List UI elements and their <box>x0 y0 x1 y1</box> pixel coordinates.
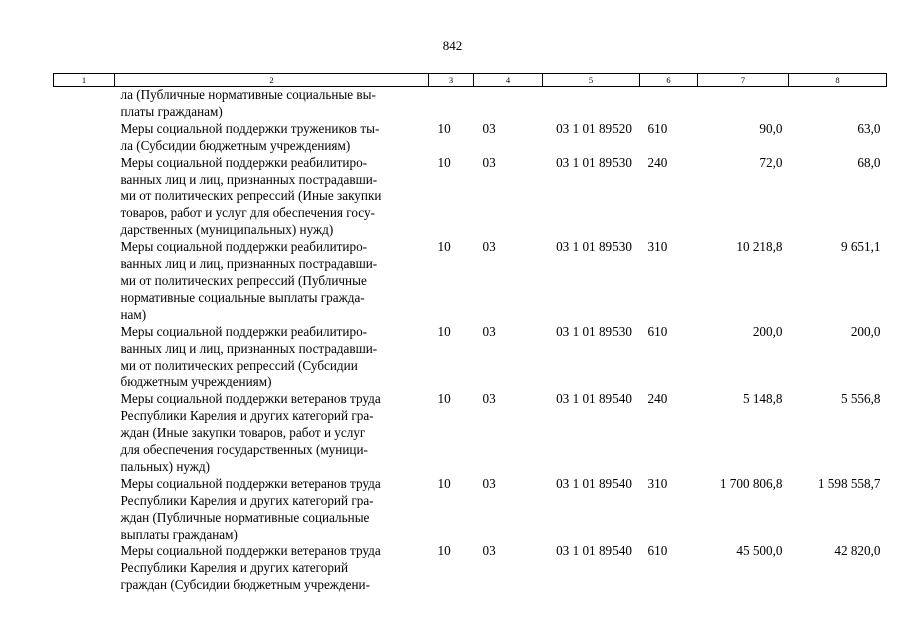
row-subsection-code: 03 <box>482 475 496 491</box>
row-expense-type: 310 <box>647 475 668 491</box>
description-line: Меры социальной поддержки ветеранов труда <box>120 543 381 559</box>
row-target-article: 03 1 01 89540 <box>556 543 632 559</box>
row-amount-col7: 10 218,8 <box>736 239 783 255</box>
description-line: Меры социальной поддержки тружеников ты- <box>120 120 380 136</box>
row-amount-col8: 42 820,0 <box>834 543 881 559</box>
row-expense-type: 240 <box>647 154 668 170</box>
row-description <box>115 155 429 240</box>
table-row <box>54 476 887 544</box>
row-amount-col8 <box>789 87 887 121</box>
description-line: бюджетным учреждениям) <box>120 374 272 390</box>
row-amount-col8: 200,0 <box>850 323 881 339</box>
row-col1-cell <box>54 155 115 240</box>
description-line: Меры социальной поддержки реабилитиро- <box>120 154 368 170</box>
table-row <box>54 121 887 155</box>
column-header-4: 4 <box>474 74 543 87</box>
description-line: ванных лиц и лиц, признанных пострадавши- <box>120 256 378 272</box>
description-line: Республики Карелия и других категорий гра- <box>120 408 374 424</box>
row-description <box>115 239 429 324</box>
row-col1-cell <box>54 239 115 324</box>
description-line: ми от политических репрессий (Публичные <box>120 272 367 288</box>
table-row <box>54 239 887 324</box>
column-header-6: 6 <box>640 74 698 87</box>
description-line: Меры социальной поддержки ветеранов труда <box>120 475 381 491</box>
description-line: для обеспечения государственных (муници- <box>120 442 368 458</box>
row-target-article <box>543 87 640 121</box>
description-line: граждан (Субсидии бюджетным учреждени- <box>120 577 370 593</box>
description-line: нормативные социальные выплаты гражда- <box>120 289 365 305</box>
column-header-row <box>54 74 887 87</box>
row-description <box>115 543 429 594</box>
row-target-article: 03 1 01 89530 <box>556 154 632 170</box>
column-header-1: 1 <box>54 74 115 87</box>
row-subsection-code <box>474 87 543 121</box>
description-line: нам) <box>120 306 147 322</box>
row-target-article: 03 1 01 89520 <box>556 120 632 136</box>
row-section-code: 10 <box>437 239 451 255</box>
row-col1-cell <box>54 121 115 155</box>
row-amount-col8: 9 651,1 <box>840 239 881 255</box>
row-expense-type: 240 <box>647 391 668 407</box>
column-header-7: 7 <box>698 74 789 87</box>
description-line: ванных лиц и лиц, признанных пострадавши- <box>120 340 378 356</box>
table-row <box>54 155 887 240</box>
row-col1-cell <box>54 87 115 121</box>
row-expense-type <box>640 87 698 121</box>
row-expense-type: 310 <box>647 239 668 255</box>
row-amount-col8: 68,0 <box>857 154 881 170</box>
description-line: выплаты гражданам) <box>120 526 238 542</box>
table-row <box>54 391 887 476</box>
row-amount-col8: 63,0 <box>857 120 881 136</box>
row-amount-col7: 72,0 <box>759 154 783 170</box>
description-line: пальных) нужд) <box>120 458 211 474</box>
description-line: платы гражданам) <box>120 103 223 119</box>
row-section-code <box>429 87 474 121</box>
row-subsection-code: 03 <box>482 543 496 559</box>
row-description <box>115 324 429 392</box>
page-number: 842 <box>442 38 463 53</box>
description-line: Меры социальной поддержки реабилитиро- <box>120 323 368 339</box>
description-line: ждан (Публичные нормативные социальные <box>120 509 370 525</box>
table-row <box>54 87 887 121</box>
row-description <box>115 87 429 121</box>
row-col1-cell <box>54 476 115 544</box>
budget-table <box>53 73 887 594</box>
row-target-article: 03 1 01 89540 <box>556 391 632 407</box>
row-amount-col7: 45 500,0 <box>736 543 783 559</box>
description-line: ла (Публичные нормативные социальные вы- <box>120 87 376 102</box>
row-amount-col8: 1 598 558,7 <box>817 475 881 491</box>
row-description <box>115 476 429 544</box>
description-line: ла (Субсидии бюджетным учреждениям) <box>120 137 351 153</box>
column-header-2: 2 <box>115 74 429 87</box>
column-header-5: 5 <box>543 74 640 87</box>
row-amount-col7: 200,0 <box>752 323 783 339</box>
row-target-article: 03 1 01 89530 <box>556 239 632 255</box>
row-section-code: 10 <box>437 543 451 559</box>
row-expense-type: 610 <box>647 543 668 559</box>
row-col1-cell <box>54 391 115 476</box>
table-row <box>54 324 887 392</box>
row-description <box>115 121 429 155</box>
description-line: Республики Карелия и других категорий <box>120 560 349 576</box>
description-line: ми от политических репрессий (Иные закупки <box>120 188 382 204</box>
row-amount-col8: 5 556,8 <box>840 391 881 407</box>
row-subsection-code: 03 <box>482 391 496 407</box>
row-amount-col7: 1 700 806,8 <box>719 475 783 491</box>
description-line: ждан (Иные закупки товаров, работ и услуг <box>120 425 366 441</box>
row-expense-type: 610 <box>647 120 668 136</box>
row-amount-col7: 90,0 <box>759 120 783 136</box>
row-section-code: 10 <box>437 475 451 491</box>
row-amount-col7 <box>698 87 789 121</box>
column-header-3: 3 <box>429 74 474 87</box>
description-line: товаров, работ и услуг для обеспечения госу- <box>120 205 375 221</box>
row-subsection-code: 03 <box>482 239 496 255</box>
row-subsection-code: 03 <box>482 154 496 170</box>
row-section-code: 10 <box>437 154 451 170</box>
column-header-8: 8 <box>789 74 887 87</box>
row-col1-cell <box>54 324 115 392</box>
row-section-code: 10 <box>437 120 451 136</box>
row-target-article: 03 1 01 89540 <box>556 475 632 491</box>
description-line: Меры социальной поддержки ветеранов труда <box>120 391 381 407</box>
table-body <box>54 87 887 595</box>
description-line: Республики Карелия и других категорий гра- <box>120 492 374 508</box>
row-subsection-code: 03 <box>482 120 496 136</box>
row-amount-col7: 5 148,8 <box>742 391 783 407</box>
row-section-code: 10 <box>437 323 451 339</box>
description-line: дарственных (муниципальных) нужд) <box>120 222 334 238</box>
row-description <box>115 391 429 476</box>
row-expense-type: 610 <box>647 323 668 339</box>
row-section-code: 10 <box>437 391 451 407</box>
description-line: ванных лиц и лиц, признанных пострадавши- <box>120 171 378 187</box>
row-target-article: 03 1 01 89530 <box>556 323 632 339</box>
row-col1-cell <box>54 543 115 594</box>
row-subsection-code: 03 <box>482 323 496 339</box>
description-line: Меры социальной поддержки реабилитиро- <box>120 239 368 255</box>
description-line: ми от политических репрессий (Субсидии <box>120 357 358 373</box>
table-row <box>54 543 887 594</box>
